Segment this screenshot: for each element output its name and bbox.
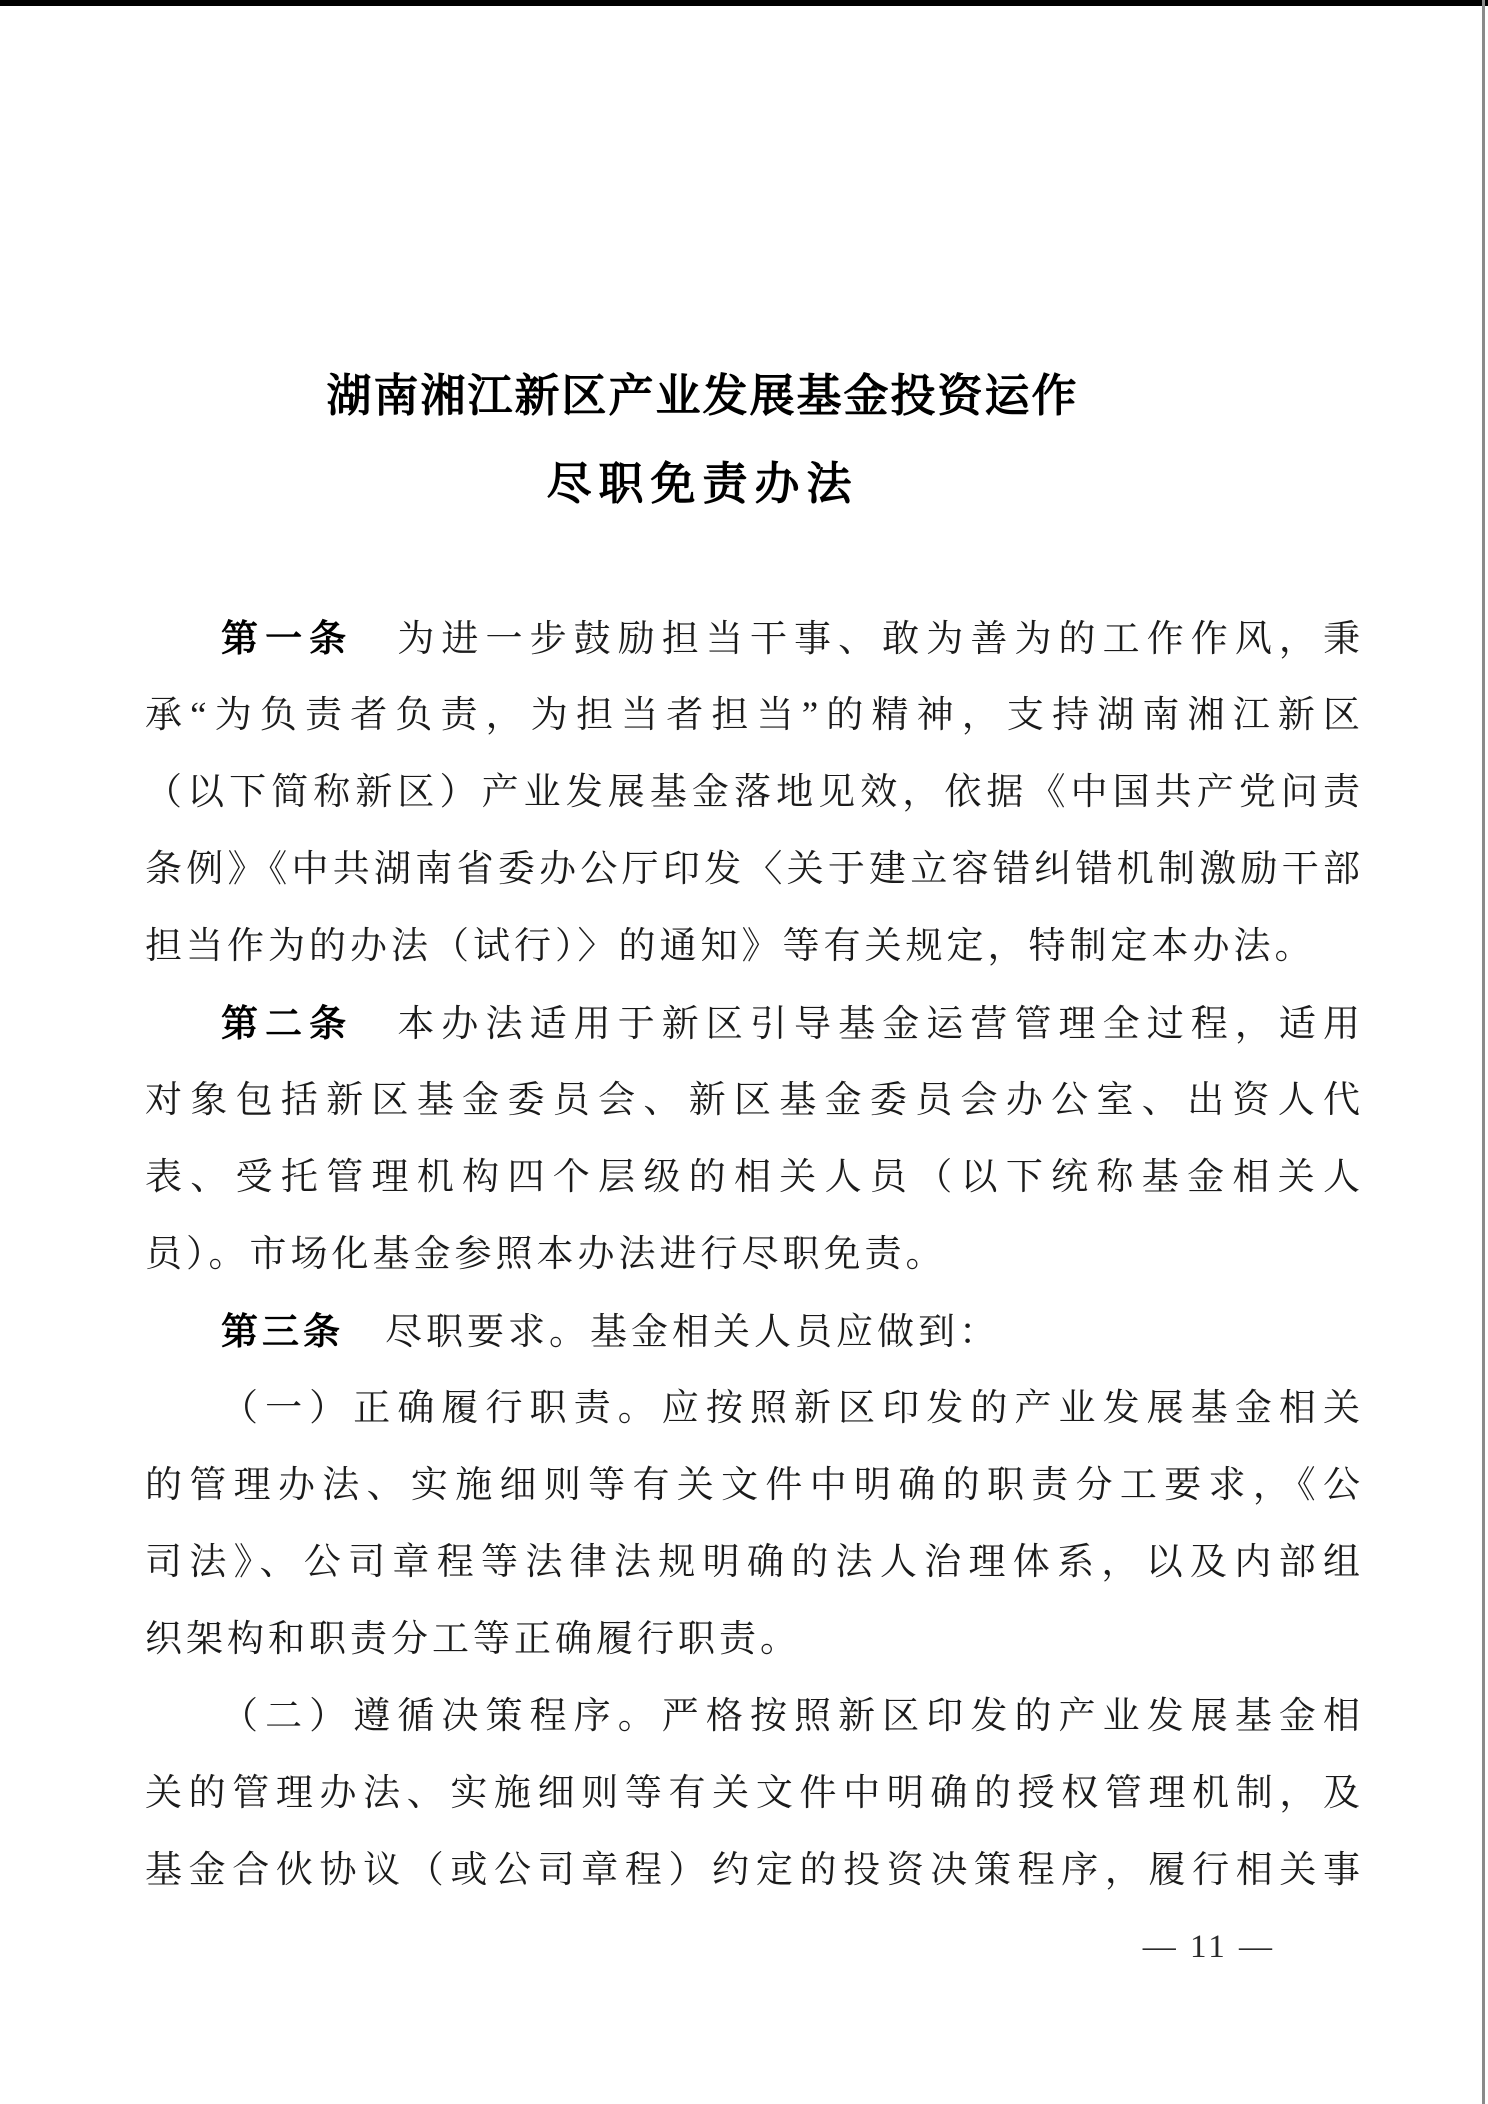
- body-line: [145, 1755, 1360, 1832]
- line-text: 基金合伙协议（或公司章程）约定的投资决策程序，履行相关事: [145, 1850, 1360, 1891]
- line-text: 为进一步鼓励担当干事、敢为善为的工作作风，秉: [353, 619, 1361, 660]
- document-title-line-2: 尽职免责办法: [546, 459, 859, 509]
- body-line: [145, 1293, 1360, 1370]
- line-text: 的管理办法、实施细则等有关文件中明确的职责分工要求，《公: [145, 1465, 1360, 1506]
- line-text: 尽职要求。基金相关人员应做到：: [344, 1312, 1000, 1353]
- page-number: — 11 —: [1142, 1929, 1275, 1965]
- body-line: [145, 1447, 1360, 1524]
- body-line: [145, 1062, 1360, 1139]
- article-number: 第二条: [221, 1003, 354, 1044]
- body-line: [145, 1601, 1360, 1678]
- line-text: （一）正确履行职责。应按照新区印发的产业发展基金相关: [221, 1388, 1360, 1429]
- line-text: 承“为负责者负责，为担当者担当”的精神，支持湖南湘江新区: [145, 695, 1360, 736]
- line-text: 司法》、公司章程等法律法规明确的法人治理体系，以及内部组: [145, 1542, 1360, 1583]
- document-title-line-1: 湖南湘江新区产业发展基金投资运作: [326, 371, 1079, 421]
- body-line: [145, 677, 1360, 754]
- line-text: 员）。市场化基金参照本办法进行尽职免责。: [145, 1234, 947, 1275]
- document-body: [145, 600, 1360, 1909]
- line-text: 担当作为的办法（试行）〉的通知》等有关规定，特制定本办法。: [145, 926, 1316, 967]
- body-line: [145, 1139, 1360, 1216]
- body-line: [145, 985, 1360, 1062]
- body-line: [145, 1216, 1360, 1293]
- page-edge-line: [1482, 0, 1485, 2104]
- line-text: 关的管理办法、实施细则等有关文件中明确的授权管理机制，及: [145, 1773, 1360, 1814]
- line-text: 本办法适用于新区引导基金运营管理全过程，适用: [353, 1004, 1361, 1045]
- body-line: [145, 600, 1360, 677]
- body-line: [145, 1370, 1360, 1447]
- article-number: 第一条: [221, 618, 354, 659]
- line-text: 表、受托管理机构四个层级的相关人员（以下统称基金相关人: [145, 1157, 1360, 1198]
- body-line: [145, 1678, 1360, 1755]
- line-text: 条例》《中共湖南省委办公厅印发〈关于建立容错纠错机制激励干部: [145, 849, 1360, 890]
- line-text: （二）遵循决策程序。严格按照新区印发的产业发展基金相: [221, 1696, 1360, 1737]
- line-text: 织架构和职责分工等正确履行职责。: [145, 1619, 801, 1660]
- body-line: [145, 1832, 1360, 1909]
- line-text: （以下简称新区）产业发展基金落地见效，依据《中国共产党问责: [145, 772, 1360, 813]
- document-content: [145, 0, 1360, 1986]
- body-line: [145, 908, 1360, 985]
- article-number: 第三条: [221, 1311, 344, 1352]
- body-line: [145, 831, 1360, 908]
- document-title: [145, 352, 1260, 528]
- line-text: 对象包括新区基金委员会、新区基金委员会办公室、出资人代: [145, 1080, 1360, 1121]
- body-line: [145, 754, 1360, 831]
- body-line: [145, 1524, 1360, 1601]
